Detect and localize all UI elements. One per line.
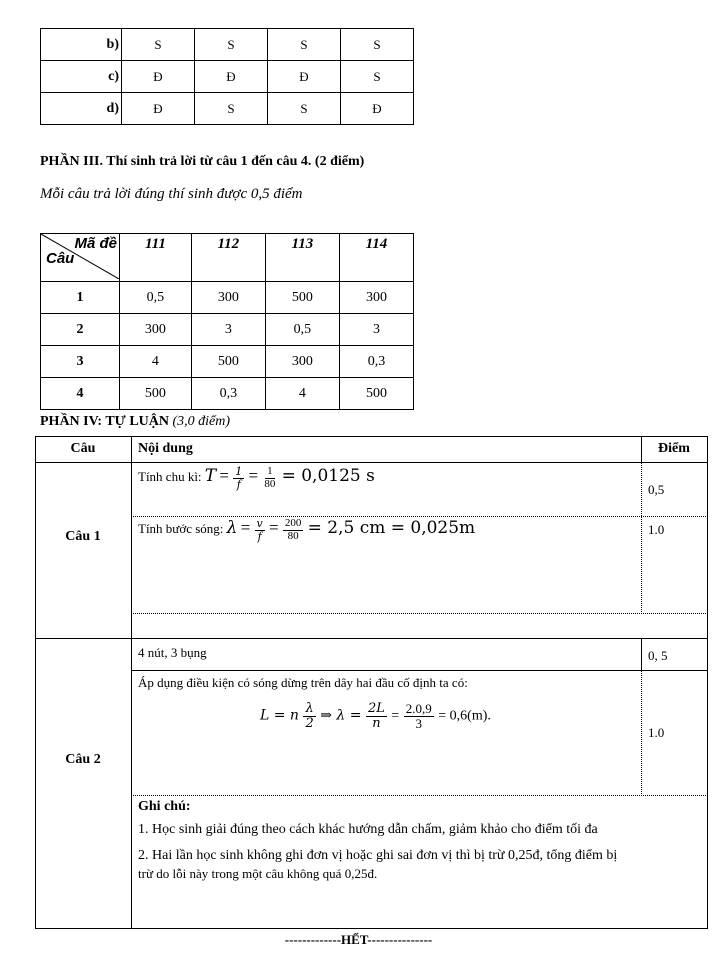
row-label: b) [41, 29, 122, 61]
question-number: 1 [41, 282, 120, 314]
question-1-label: Câu 1 [65, 529, 101, 544]
part3-answer-table [40, 233, 414, 410]
q1-eq: = [240, 518, 251, 538]
q1-step1 [138, 466, 375, 490]
answer-cell: 0,5 [120, 282, 192, 314]
answer-cell: 3 [339, 314, 413, 346]
footer-text: -------------HẾT--------------- [284, 932, 433, 947]
note-2-line1: 2. Hai lần học sinh không ghi đơn vị hoặc ghi sai đơn vị thì bị trừ 0,25đ, tổng điểm bị [138, 848, 618, 863]
q1-frac2 [262, 466, 277, 490]
answer-cell: 3 [191, 314, 265, 346]
code-header: 114 [339, 234, 413, 282]
corner-cell [41, 234, 120, 282]
answer-cell: 500 [191, 346, 265, 378]
answer-cell: 0,3 [191, 378, 265, 410]
answer-cell: S [195, 93, 268, 125]
q1-frac3-num: v [256, 517, 263, 530]
row-label: d) [41, 93, 122, 125]
part3-note: Mỗi câu trả lời đúng thí sinh được 0,5 điểm [40, 186, 303, 202]
answer-cell: S [268, 29, 341, 61]
question-2-label: Câu 2 [65, 752, 101, 767]
answer-cell: S [268, 93, 341, 125]
q1-frac1 [233, 466, 244, 490]
q1-frac2-num: 1 [267, 465, 273, 477]
q1-step1-prefix: Tính chu kì: [138, 469, 202, 485]
answer-cell: S [341, 29, 414, 61]
q1-lambda-symbol: λ [226, 518, 238, 539]
answer-cell: Đ [122, 61, 195, 93]
q1-frac1-den: f [236, 477, 241, 491]
table-row [41, 314, 414, 346]
part4-heading [40, 414, 230, 430]
q2-mid: ⇒ λ = [320, 707, 362, 724]
q1-frac3 [255, 518, 265, 542]
part2-answer-table [40, 28, 414, 125]
row-label: c) [41, 61, 122, 93]
q1-step2-prefix: Tính bước sóng: [138, 521, 224, 537]
question-number: 2 [41, 314, 120, 346]
q2-step1-points: 0, 5 [648, 648, 668, 663]
q2-frac1 [303, 702, 315, 730]
part4-heading-text: PHẦN IV: TỰ LUẬN [40, 414, 169, 429]
q1-frac4-den: 80 [287, 529, 299, 542]
header-cau: Câu [70, 441, 96, 456]
table-row [41, 93, 414, 125]
footer-end [0, 932, 717, 948]
q1-step2 [138, 518, 475, 542]
q1-step1-result: = 0,0125 s [281, 466, 375, 487]
q2-result: = 0,6(m). [438, 708, 491, 724]
q2-frac2-num: 2L [367, 701, 385, 716]
answer-cell: 0,5 [265, 314, 339, 346]
answer-cell: 500 [339, 378, 413, 410]
corner-bottom-label: Câu [46, 250, 75, 267]
q2-step2-points: 1.0 [648, 725, 665, 740]
answer-cell: Đ [341, 93, 414, 125]
table-row [41, 282, 414, 314]
q1-frac2-den: 80 [264, 477, 276, 490]
question-number: 4 [41, 378, 120, 410]
corner-top-label: Mã đề [74, 235, 117, 252]
header-noidung: Nội dung [138, 441, 193, 456]
table-row [41, 29, 414, 61]
answer-cell: 300 [191, 282, 265, 314]
table-row [41, 346, 414, 378]
q2-step2-text: Áp dụng điều kiện có sóng dừng trên dây hai đầu cố định ta có: [138, 675, 468, 690]
q2-frac3-num: 2.0,9 [405, 701, 432, 716]
part3-heading: PHẦN III. Thí sinh trả lời từ câu 1 đến câu 4. (2 điểm) [40, 154, 365, 169]
q2-frac1-num: λ [305, 701, 314, 716]
answer-cell: 4 [265, 378, 339, 410]
answer-cell: S [341, 61, 414, 93]
answer-cell: 500 [120, 378, 192, 410]
q1-T-symbol: T [204, 466, 217, 487]
q1-step1-points: 0,5 [648, 482, 665, 497]
q2-eq: = [391, 708, 400, 724]
header-diem: Điểm [658, 441, 690, 456]
part4-heading-points: (3,0 điểm) [172, 414, 231, 429]
q1-eq: = [248, 466, 259, 486]
q1-frac4 [283, 518, 304, 542]
note-2-line2: trừ do lỗi này trong một câu không quá 0,25đ. [138, 866, 378, 881]
answer-cell: S [195, 29, 268, 61]
q2-frac3 [404, 702, 434, 730]
q2-frac2-den: n [372, 715, 381, 731]
q2-frac2 [366, 702, 387, 730]
note-title: Ghi chú: [138, 799, 191, 814]
code-header: 112 [191, 234, 265, 282]
answer-cell: 4 [120, 346, 192, 378]
answer-cell: S [122, 29, 195, 61]
table-row [41, 61, 414, 93]
table-row [41, 378, 414, 410]
code-header: 113 [265, 234, 339, 282]
q1-step2-points: 1.0 [648, 522, 665, 537]
answer-cell: Đ [268, 61, 341, 93]
answer-cell: 300 [120, 314, 192, 346]
q2-frac1-den: 2 [305, 715, 314, 731]
q1-frac3-den: f [257, 529, 262, 543]
answer-cell: 0,3 [339, 346, 413, 378]
q1-eq: = [219, 466, 229, 486]
code-header: 111 [120, 234, 192, 282]
q2-step1: 4 nút, 3 bụng [138, 645, 207, 660]
q1-eq: = [269, 518, 279, 538]
q1-step2-result: = 2,5 cm = 0,025m [307, 518, 476, 539]
table-header-row [41, 234, 414, 282]
q2-formula [260, 702, 491, 730]
answer-cell: 300 [339, 282, 413, 314]
question-number: 3 [41, 346, 120, 378]
q1-frac4-num: 200 [284, 517, 302, 529]
q2-L: L = n [260, 707, 299, 724]
note-1: 1. Học sinh giải đúng theo cách khác hướng dẫn chấm, giảm khảo cho điểm tối đa [138, 822, 598, 837]
answer-cell: Đ [122, 93, 195, 125]
answer-cell: 300 [265, 346, 339, 378]
answer-cell: Đ [195, 61, 268, 93]
q1-frac1-num: 1 [235, 465, 243, 478]
q2-frac3-den: 3 [415, 715, 423, 731]
answer-cell: 500 [265, 282, 339, 314]
